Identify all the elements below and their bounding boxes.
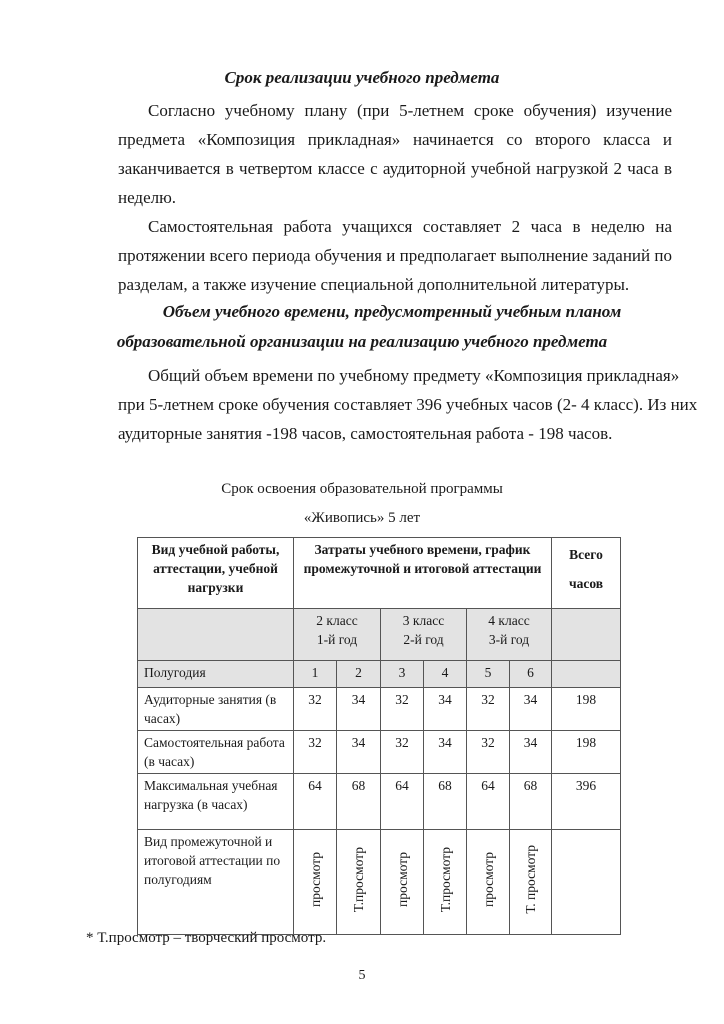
attestation-type: Т.просмотр	[351, 846, 366, 913]
paragraph-line: Общий объем времени по учебному предмету «Композиция прикладная»	[148, 366, 680, 385]
section-heading-volume-line2: образовательной организации на реализацию учебного предмета	[116, 332, 608, 351]
hours-cell: 64	[467, 774, 510, 830]
footnote: * Т.просмотр – творческий просмотр.	[86, 930, 327, 946]
attestation-cell	[424, 830, 467, 935]
table-semesters-row	[138, 661, 621, 688]
header-time-costs: Затраты учебного времени, график промежуточной и итоговой аттестации	[294, 538, 552, 609]
hours-cell: 34	[337, 731, 381, 774]
hours-cell: 34	[337, 688, 381, 731]
year-label: 3-й год	[488, 632, 530, 647]
attestation-type: просмотр	[394, 852, 410, 907]
semester-cell: 4	[424, 661, 467, 688]
paragraph-line: протяжении всего периода обучения и предполагает выполнение заданий по	[118, 246, 672, 265]
year-class: 3 класс	[402, 613, 445, 628]
attestation-cell	[467, 830, 510, 935]
table-row	[138, 731, 621, 774]
hours-cell: 68	[424, 774, 467, 830]
attestation-total-empty	[552, 830, 621, 935]
paragraph-line: аудиторные занятия -198 часов, самостоятельная работа - 198 часов.	[118, 424, 613, 443]
attestation-type: просмотр	[307, 852, 323, 907]
semester-cell: 2	[337, 661, 381, 688]
hours-cell: 68	[337, 774, 381, 830]
semesters-label: Полугодия	[138, 661, 294, 688]
attestation-cell	[510, 830, 552, 935]
semester-cell: 3	[381, 661, 424, 688]
section-heading-duration: Срок реализации учебного предмета	[224, 68, 500, 87]
year-cell	[294, 609, 381, 661]
row-label: Аудиторные занятия (в часах)	[138, 688, 294, 731]
paragraph-line: при 5-летнем сроке обучения составляет 396 учебных часов (2- 4 класс). Из них	[118, 395, 698, 414]
row-label: Вид промежуточной и итоговой аттестации по полугодиям	[138, 830, 294, 935]
semester-cell: 6	[510, 661, 552, 688]
hours-cell: 32	[381, 688, 424, 731]
hours-cell: 32	[294, 688, 337, 731]
hours-cell: 32	[381, 731, 424, 774]
paragraph-line: Самостоятельная работа учащихся составляет 2 часа в неделю на	[148, 217, 672, 236]
year-class: 2 класс	[316, 613, 358, 628]
table-row-attestation	[138, 830, 621, 935]
row-label: Самостоятельная работа (в часах)	[138, 731, 294, 774]
total-cell: 198	[552, 731, 621, 774]
hours-cell: 34	[510, 731, 552, 774]
semester-cell: 5	[467, 661, 510, 688]
hours-cell: 32	[467, 688, 510, 731]
attestation-cell	[294, 830, 337, 935]
table-caption-line1: Срок освоения образовательной программы	[221, 481, 503, 497]
attestation-type: просмотр	[480, 852, 496, 907]
paragraph-line: Согласно учебному плану (при 5-летнем сроке обучения) изучение	[148, 101, 672, 120]
attestation-type: Т. просмотр	[523, 845, 538, 914]
paragraph-line: предмета «Композиция прикладная» начинается со второго класса и	[118, 130, 672, 149]
years-total-empty	[552, 609, 621, 661]
paragraph-line: разделам, а также изучение специальной дополнительной литературы.	[118, 275, 630, 294]
hours-cell: 34	[424, 688, 467, 731]
attestation-type: Т.просмотр	[437, 846, 453, 913]
header-total-hours	[552, 538, 621, 609]
table-caption-line2: «Живопись» 5 лет	[303, 510, 421, 526]
hours-cell: 34	[510, 688, 552, 731]
semester-cell: 1	[294, 661, 337, 688]
year-cell	[467, 609, 552, 661]
paragraph-line: заканчивается в четвертом классе с аудиторной учебной нагрузкой 2 часа в	[118, 159, 672, 178]
hours-cell: 64	[381, 774, 424, 830]
hours-cell: 64	[294, 774, 337, 830]
table-header-row	[138, 538, 621, 609]
year-cell	[381, 609, 467, 661]
table-row	[138, 774, 621, 830]
row-label: Максимальная учебная нагрузка (в часах)	[138, 774, 294, 830]
semesters-total-empty	[552, 661, 621, 688]
year-label: 1-й год	[316, 632, 358, 647]
attestation-cell	[381, 830, 424, 935]
table-years-row	[138, 609, 621, 661]
curriculum-table	[137, 537, 621, 935]
hours-cell: 32	[467, 731, 510, 774]
table-row	[138, 688, 621, 731]
year-label: 2-й год	[403, 632, 444, 647]
hours-cell: 34	[424, 731, 467, 774]
section-heading-volume-line1: Объем учебного времени, предусмотренный учебным планом	[162, 302, 622, 321]
hours-cell: 68	[510, 774, 552, 830]
total-cell: 198	[552, 688, 621, 731]
page-number: 5	[358, 968, 366, 983]
year-class: 4 класс	[488, 613, 530, 628]
total-cell: 396	[552, 774, 621, 830]
header-total-line2: часов	[568, 576, 604, 591]
attestation-cell	[337, 830, 381, 935]
hours-cell: 32	[294, 731, 337, 774]
paragraph-line: неделю.	[118, 188, 177, 207]
years-empty-cell	[138, 609, 294, 661]
header-total-line1: Всего	[569, 547, 603, 562]
header-work-type: Вид учебной работы, аттестации, учебной нагрузки	[138, 538, 294, 609]
